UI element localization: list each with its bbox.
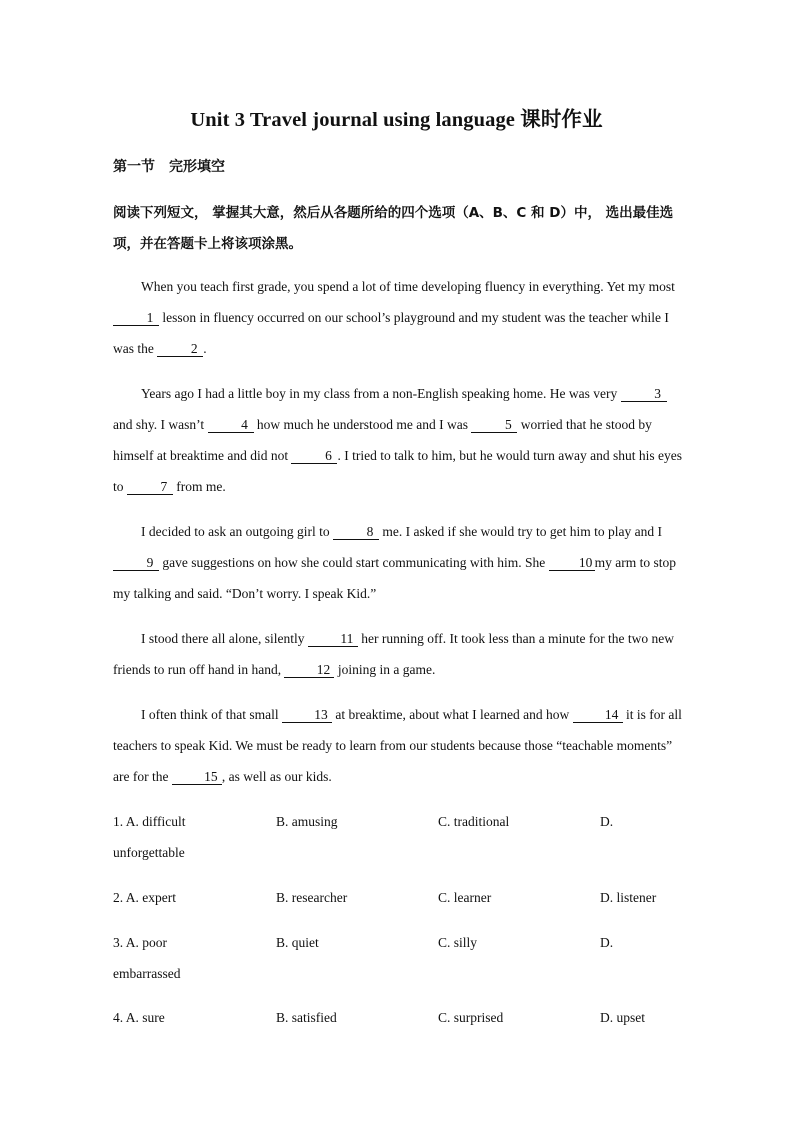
question-3-options: [113, 927, 693, 958]
passage-text: lesson in fluency occurred on our school’s playground and my student was the teacher while I was the: [113, 310, 669, 356]
option-d-continued: unforgettable: [113, 845, 185, 860]
option-a: 1. A. difficult: [113, 814, 186, 829]
passage-text: worried that he stood by himself at breaktime and did not: [113, 417, 652, 463]
passage-text: . I tried to talk to him, but he would turn away and shut his eyes to: [113, 448, 683, 494]
blank-4: 4: [208, 417, 254, 433]
passage-text: , as well as our kids.: [221, 769, 332, 784]
passage-paragraph-1: [113, 271, 683, 364]
passage-text: her running off. It took less than a minute for the two new friends to run off hand in hand,: [113, 631, 675, 677]
passage-paragraph-2: [113, 378, 683, 502]
blank-15: 15: [172, 769, 222, 785]
option-a: 2. A. expert: [113, 890, 176, 905]
option-d-continued: embarrassed: [113, 966, 181, 981]
section-label: 第一节 完形填空: [113, 159, 225, 175]
passage-paragraph-4: [113, 623, 683, 685]
passage-paragraph-3: [113, 516, 683, 609]
blank-11: 11: [308, 631, 358, 647]
blank-7: 7: [127, 479, 173, 495]
question-2-options: [113, 882, 693, 913]
passage-text: and shy. I wasn’t: [113, 417, 205, 432]
passage-text: .: [203, 341, 207, 356]
question-1-options: [113, 806, 693, 837]
passage-text: me. I asked if she would try to get him to play and I: [382, 524, 663, 539]
passage-text: I often think of that small: [141, 707, 279, 722]
blank-1: 1: [113, 310, 159, 326]
option-b: B. satisfied: [276, 1010, 337, 1025]
blank-9: 9: [113, 555, 159, 571]
blank-14: 14: [573, 707, 623, 723]
blank-6: 6: [291, 448, 337, 464]
blank-10: 10: [549, 555, 595, 571]
passage-paragraph-5: [113, 699, 683, 792]
option-c: C. traditional: [438, 814, 510, 829]
option-a: 4. A. sure: [113, 1010, 165, 1025]
passage-text: gave suggestions on how she could start communicating with him. She: [162, 555, 546, 570]
passage-text: I decided to ask an outgoing girl to: [141, 524, 330, 539]
blank-2: 2: [157, 341, 203, 357]
instructions: 阅读下列短文， 掌握其大意，然后从各题所给的四个选项（A、B、C 和 D）中， 选出最佳选项，并在答题卡上将该项涂黑。: [113, 205, 674, 252]
blank-5: 5: [471, 417, 517, 433]
option-a: 3. A. poor: [113, 935, 167, 950]
blank-12: 12: [284, 662, 334, 678]
option-d: D.: [600, 814, 614, 829]
option-b: B. amusing: [276, 814, 338, 829]
passage-text: how much he understood me and I was: [256, 417, 468, 432]
passage-text: Years ago I had a little boy in my class from a non-English speaking home. He was very: [141, 386, 618, 401]
option-d: D. listener: [600, 890, 657, 905]
option-d: D. upset: [600, 1010, 645, 1025]
passage-text: from me.: [176, 479, 226, 494]
option-c: C. silly: [438, 935, 478, 950]
option-b: B. researcher: [276, 890, 348, 905]
passage-text: it is for all teachers to speak Kid. We must be ready to learn from our students because those “teachable moments” are for the: [113, 707, 682, 784]
blank-3: 3: [621, 386, 667, 402]
question-4-options: [113, 1002, 693, 1033]
option-d: D.: [600, 935, 614, 950]
passage-text: When you teach first grade, you spend a lot of time developing fluency in everything. Yet my most: [141, 279, 675, 294]
passage-text: I stood there all alone, silently: [141, 631, 305, 646]
passage-text: my arm to stop my talking and said. “Don’t worry. I speak Kid.”: [113, 555, 676, 601]
blank-8: 8: [333, 524, 379, 540]
passage-text: at breaktime, about what I learned and how: [335, 707, 570, 722]
blank-13: 13: [282, 707, 332, 723]
option-b: B. quiet: [276, 935, 319, 950]
option-c: C. surprised: [438, 1010, 504, 1025]
document-title: Unit 3 Travel journal using language 课时作业: [190, 109, 603, 131]
option-c: C. learner: [438, 890, 492, 905]
passage-text: joining in a game.: [337, 662, 436, 677]
